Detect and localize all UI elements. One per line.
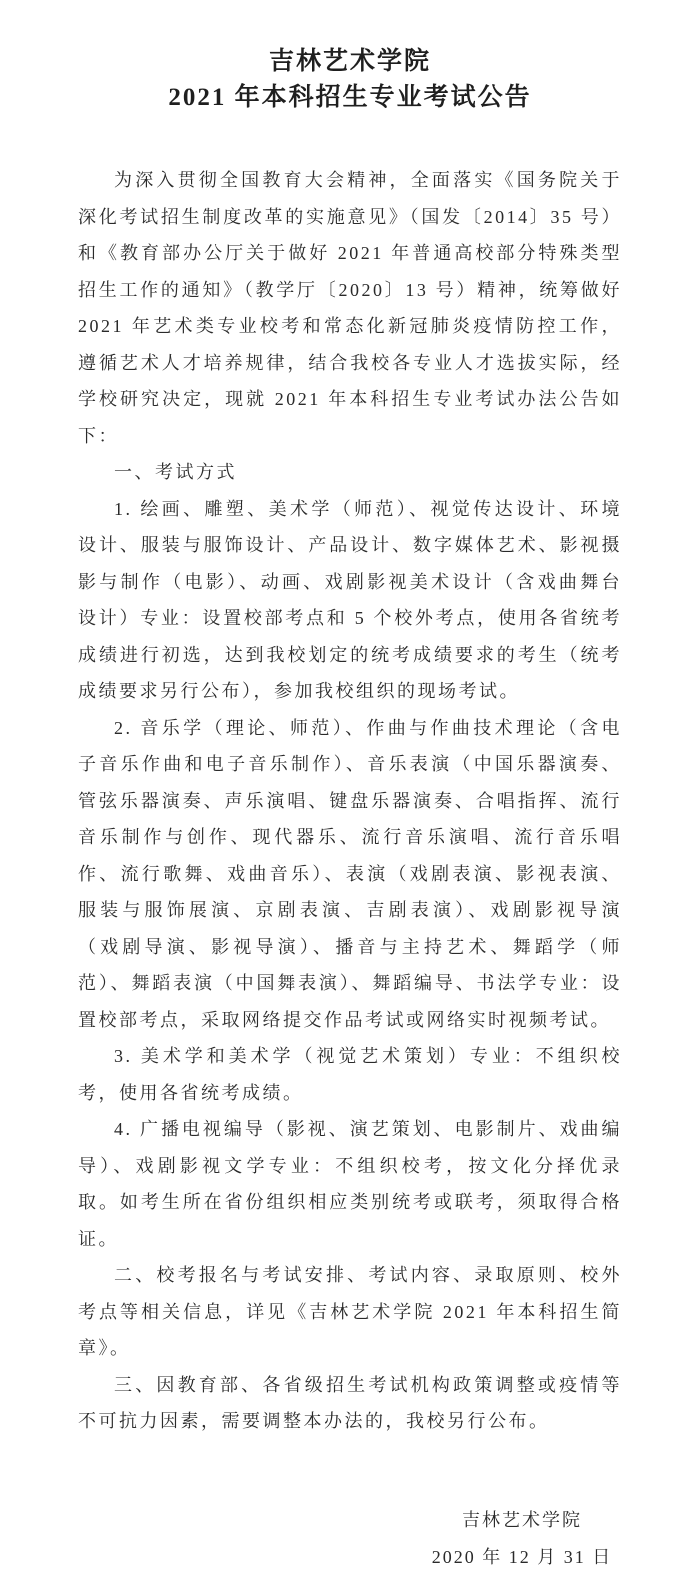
signature-date: 2020 年 12 月 31 日 xyxy=(431,1546,613,1567)
paragraph-intro: 为深入贯彻全国教育大会精神，全面落实《国务院关于深化考试招生制度改革的实施意见》（国发〔2014〕35 号）和《教育部办公厅关于做好 2021 年普通高校部分特殊类型招生工作的通知》（教学厅〔2020〕13 号）精神，统筹做好 2021 年艺术类专业校考和常态化新冠肺炎疫情防控工作，遵循艺术人才培养规律，结合我校各专业人才选拔实际，经学校研究决定，现就 2021 年本科招生专业考试办法公告如下： xyxy=(78,170,622,446)
section-heading-policy-adjustment: 三、因教育部、各省级招生考试机构政策调整或疫情等不可抗力因素，需要调整本办法的，我校另行公布。 xyxy=(78,1374,622,1431)
doc-title-line2: 2021 年本科招生专业考试公告 xyxy=(168,84,532,111)
paragraph-item-1: 1. 绘画、雕塑、美术学（师范）、视觉传达设计、环境设计、服装与服饰设计、产品设计、数字媒体艺术、影视摄影与制作（电影）、动画、戏剧影视美术设计（含戏曲舞台设计）专业：设置校部考点和 5 个校外考点，使用各省统考成绩进行初选，达到我校划定的统考成绩要求的考生（统考成绩要求另行公布），参加我校组织的现场考试。 xyxy=(78,498,622,701)
paragraph-item-3: 3. 美术学和美术学（视觉艺术策划）专业：不组织校考，使用各省统考成绩。 xyxy=(78,1046,622,1103)
signature-name: 吉林艺术学院 xyxy=(462,1509,582,1530)
paragraph-item-2: 2. 音乐学（理论、师范）、作曲与作曲技术理论（含电子音乐作曲和电子音乐制作）、音乐表演（中国乐器演奏、管弦乐器演奏、声乐演唱、键盘乐器演奏、合唱指挥、流行音乐制作与创作、现代器乐、流行音乐演唱、流行音乐唱作、流行歌舞、戏曲音乐）、表演（戏剧表演、影视表演、服装与服饰展演、京剧表演、吉剧表演）、戏剧影视导演（戏剧导演、影视导演）、播音与主持艺术、舞蹈学（师范）、舞蹈表演（中国舞表演）、舞蹈编导、书法学专业：设置校部考点，采取网络提交作品考试或网络实时视频考试。 xyxy=(78,717,622,1030)
section-heading-exam-method: 一、考试方式 xyxy=(114,462,237,482)
signature-block xyxy=(422,1502,622,1576)
section-heading-registration-info: 二、校考报名与考试安排、考试内容、录取原则、校外考点等相关信息，详见《吉林艺术学院 2021 年本科招生简章》。 xyxy=(78,1265,622,1358)
paragraph-item-4: 4. 广播电视编导（影视、演艺策划、电影制片、戏曲编导）、戏剧影视文学专业：不组织校考，按文化分择优录取。如考生所在省份组织相应类别统考或联考，须取得合格证。 xyxy=(78,1119,622,1249)
doc-body xyxy=(78,162,622,1440)
doc-title-line1: 吉林艺术学院 xyxy=(268,48,431,75)
doc-title xyxy=(78,44,622,116)
